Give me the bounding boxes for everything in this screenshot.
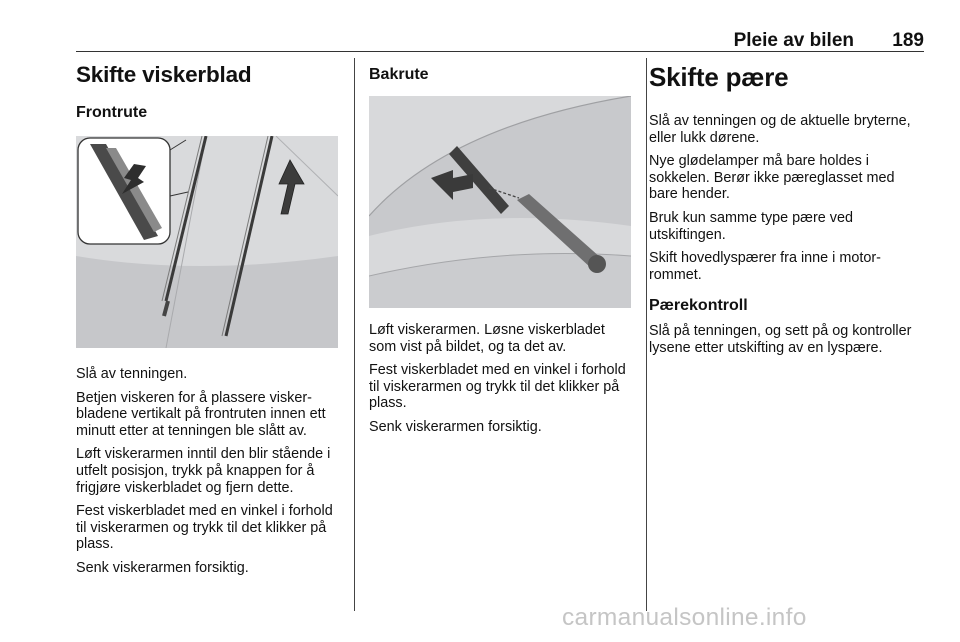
subheading-front: Frontrute [76, 104, 148, 121]
subheading-rear: Bakrute [369, 66, 429, 83]
watermark: carmanualsonline.info [562, 604, 807, 631]
rear-wiper-illustration [369, 96, 631, 308]
paragraph: Løft viskerarmen. Løsne viskerbladet som vist på bildet, og ta det av. [369, 322, 605, 355]
paragraph: Betjen viskeren for å plassere viskerbladene vertikalt på frontruten innen ett minutt etter at tenningen ble slått av. [76, 389, 326, 439]
subheading-bulb-check: Pærekontroll [649, 297, 748, 315]
column-divider-1 [354, 58, 355, 611]
paragraph: Senk viskerarmen forsiktig. [76, 559, 249, 576]
header-rule [76, 51, 924, 52]
section-heading-wiper: Skifte viskerblad [76, 62, 252, 87]
paragraph: Fest viskerbladet med en vinkel i forhold til viskerarmen og trykk til det klikker på plass. [76, 503, 333, 553]
column-wiper-rear [369, 62, 633, 443]
paragraph: Skift hovedlyspærer fra inne i motorrommet. [649, 250, 881, 283]
section-heading-bulb: Skifte pære [649, 62, 789, 92]
paragraph: Nye glødelamper må bare holdes i sokkelen. Berør ikke pæreglasset med bare hender. [649, 153, 895, 203]
column-wiper-front [76, 62, 340, 584]
paragraph: Senk viskerarmen forsiktig. [369, 418, 542, 435]
column-bulb [649, 62, 927, 364]
paragraph: Slå av tenningen. [76, 366, 188, 382]
page-number: 189 [892, 30, 924, 51]
paragraph: Bruk kun samme type pære ved utskiftingen. [649, 209, 853, 243]
paragraph: Løft viskerarmen inntil den blir stående i utfelt posisjon, trykk på knappen for å frigjøre viskerbladet og fjern dette. [76, 446, 331, 496]
column-divider-2 [646, 58, 647, 611]
paragraph: Slå av tenningen og de aktuelle bryterne, eller lukk dørene. [649, 113, 911, 146]
paragraph: Fest viskerbladet med en vinkel i forhold til viskerarmen og trykk til det klikker på plass. [369, 362, 626, 412]
front-wiper-illustration [76, 136, 338, 348]
paragraph: Slå på tenningen, og sett på og kontroller lysene etter utskifting av en lyspære. [649, 323, 912, 356]
running-header-title: Pleie av bilen [733, 30, 854, 51]
